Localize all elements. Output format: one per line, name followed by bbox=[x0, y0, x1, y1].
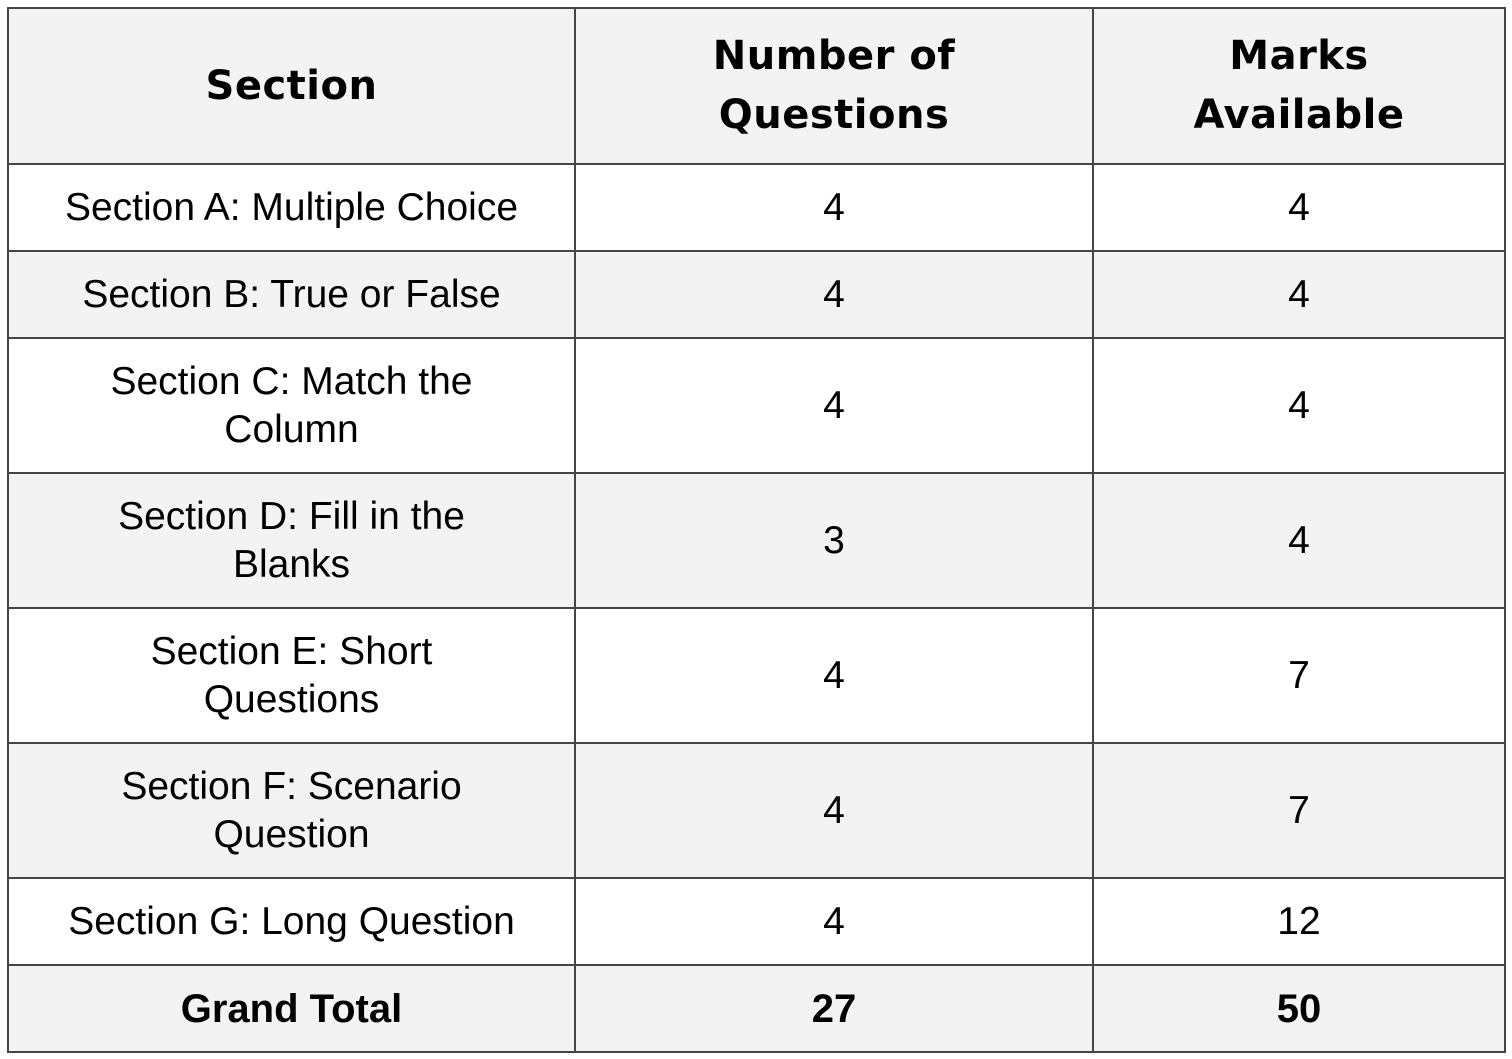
questions-cell: 4 bbox=[575, 743, 1093, 878]
marks-cell: 4 bbox=[1093, 164, 1505, 251]
marks-cell: 4 bbox=[1093, 338, 1505, 473]
section-name-cell: Section A: Multiple Choice bbox=[8, 164, 575, 251]
questions-cell: 4 bbox=[575, 164, 1093, 251]
header-number-of-questions: Number of Questions bbox=[575, 8, 1093, 164]
questions-cell: 3 bbox=[575, 473, 1093, 608]
table-row bbox=[8, 473, 1505, 608]
table-row bbox=[8, 338, 1505, 473]
table-row bbox=[8, 743, 1505, 878]
section-name-cell: Section B: True or False bbox=[8, 251, 575, 338]
marks-cell: 7 bbox=[1093, 608, 1505, 743]
questions-cell: 4 bbox=[575, 608, 1093, 743]
header-row bbox=[8, 8, 1505, 164]
table-row bbox=[8, 251, 1505, 338]
header-section: Section bbox=[8, 8, 575, 164]
questions-cell: 4 bbox=[575, 251, 1093, 338]
table-row bbox=[8, 608, 1505, 743]
section-name-cell: Section D: Fill in the Blanks bbox=[8, 473, 575, 608]
grand-total-marks: 50 bbox=[1093, 965, 1505, 1052]
marks-distribution-table bbox=[7, 7, 1506, 1053]
marks-cell: 7 bbox=[1093, 743, 1505, 878]
table-row bbox=[8, 164, 1505, 251]
section-name-cell: Section F: Scenario Question bbox=[8, 743, 575, 878]
section-name-cell: Section E: Short Questions bbox=[8, 608, 575, 743]
questions-cell: 4 bbox=[575, 338, 1093, 473]
marks-cell: 4 bbox=[1093, 473, 1505, 608]
grand-total-label: Grand Total bbox=[8, 965, 575, 1052]
section-name-cell: Section G: Long Question bbox=[8, 878, 575, 965]
grand-total-row bbox=[8, 965, 1505, 1052]
header-marks-available: Marks Available bbox=[1093, 8, 1505, 164]
grand-total-questions: 27 bbox=[575, 965, 1093, 1052]
table-row bbox=[8, 878, 1505, 965]
marks-cell: 12 bbox=[1093, 878, 1505, 965]
questions-cell: 4 bbox=[575, 878, 1093, 965]
section-name-cell: Section C: Match the Column bbox=[8, 338, 575, 473]
marks-cell: 4 bbox=[1093, 251, 1505, 338]
